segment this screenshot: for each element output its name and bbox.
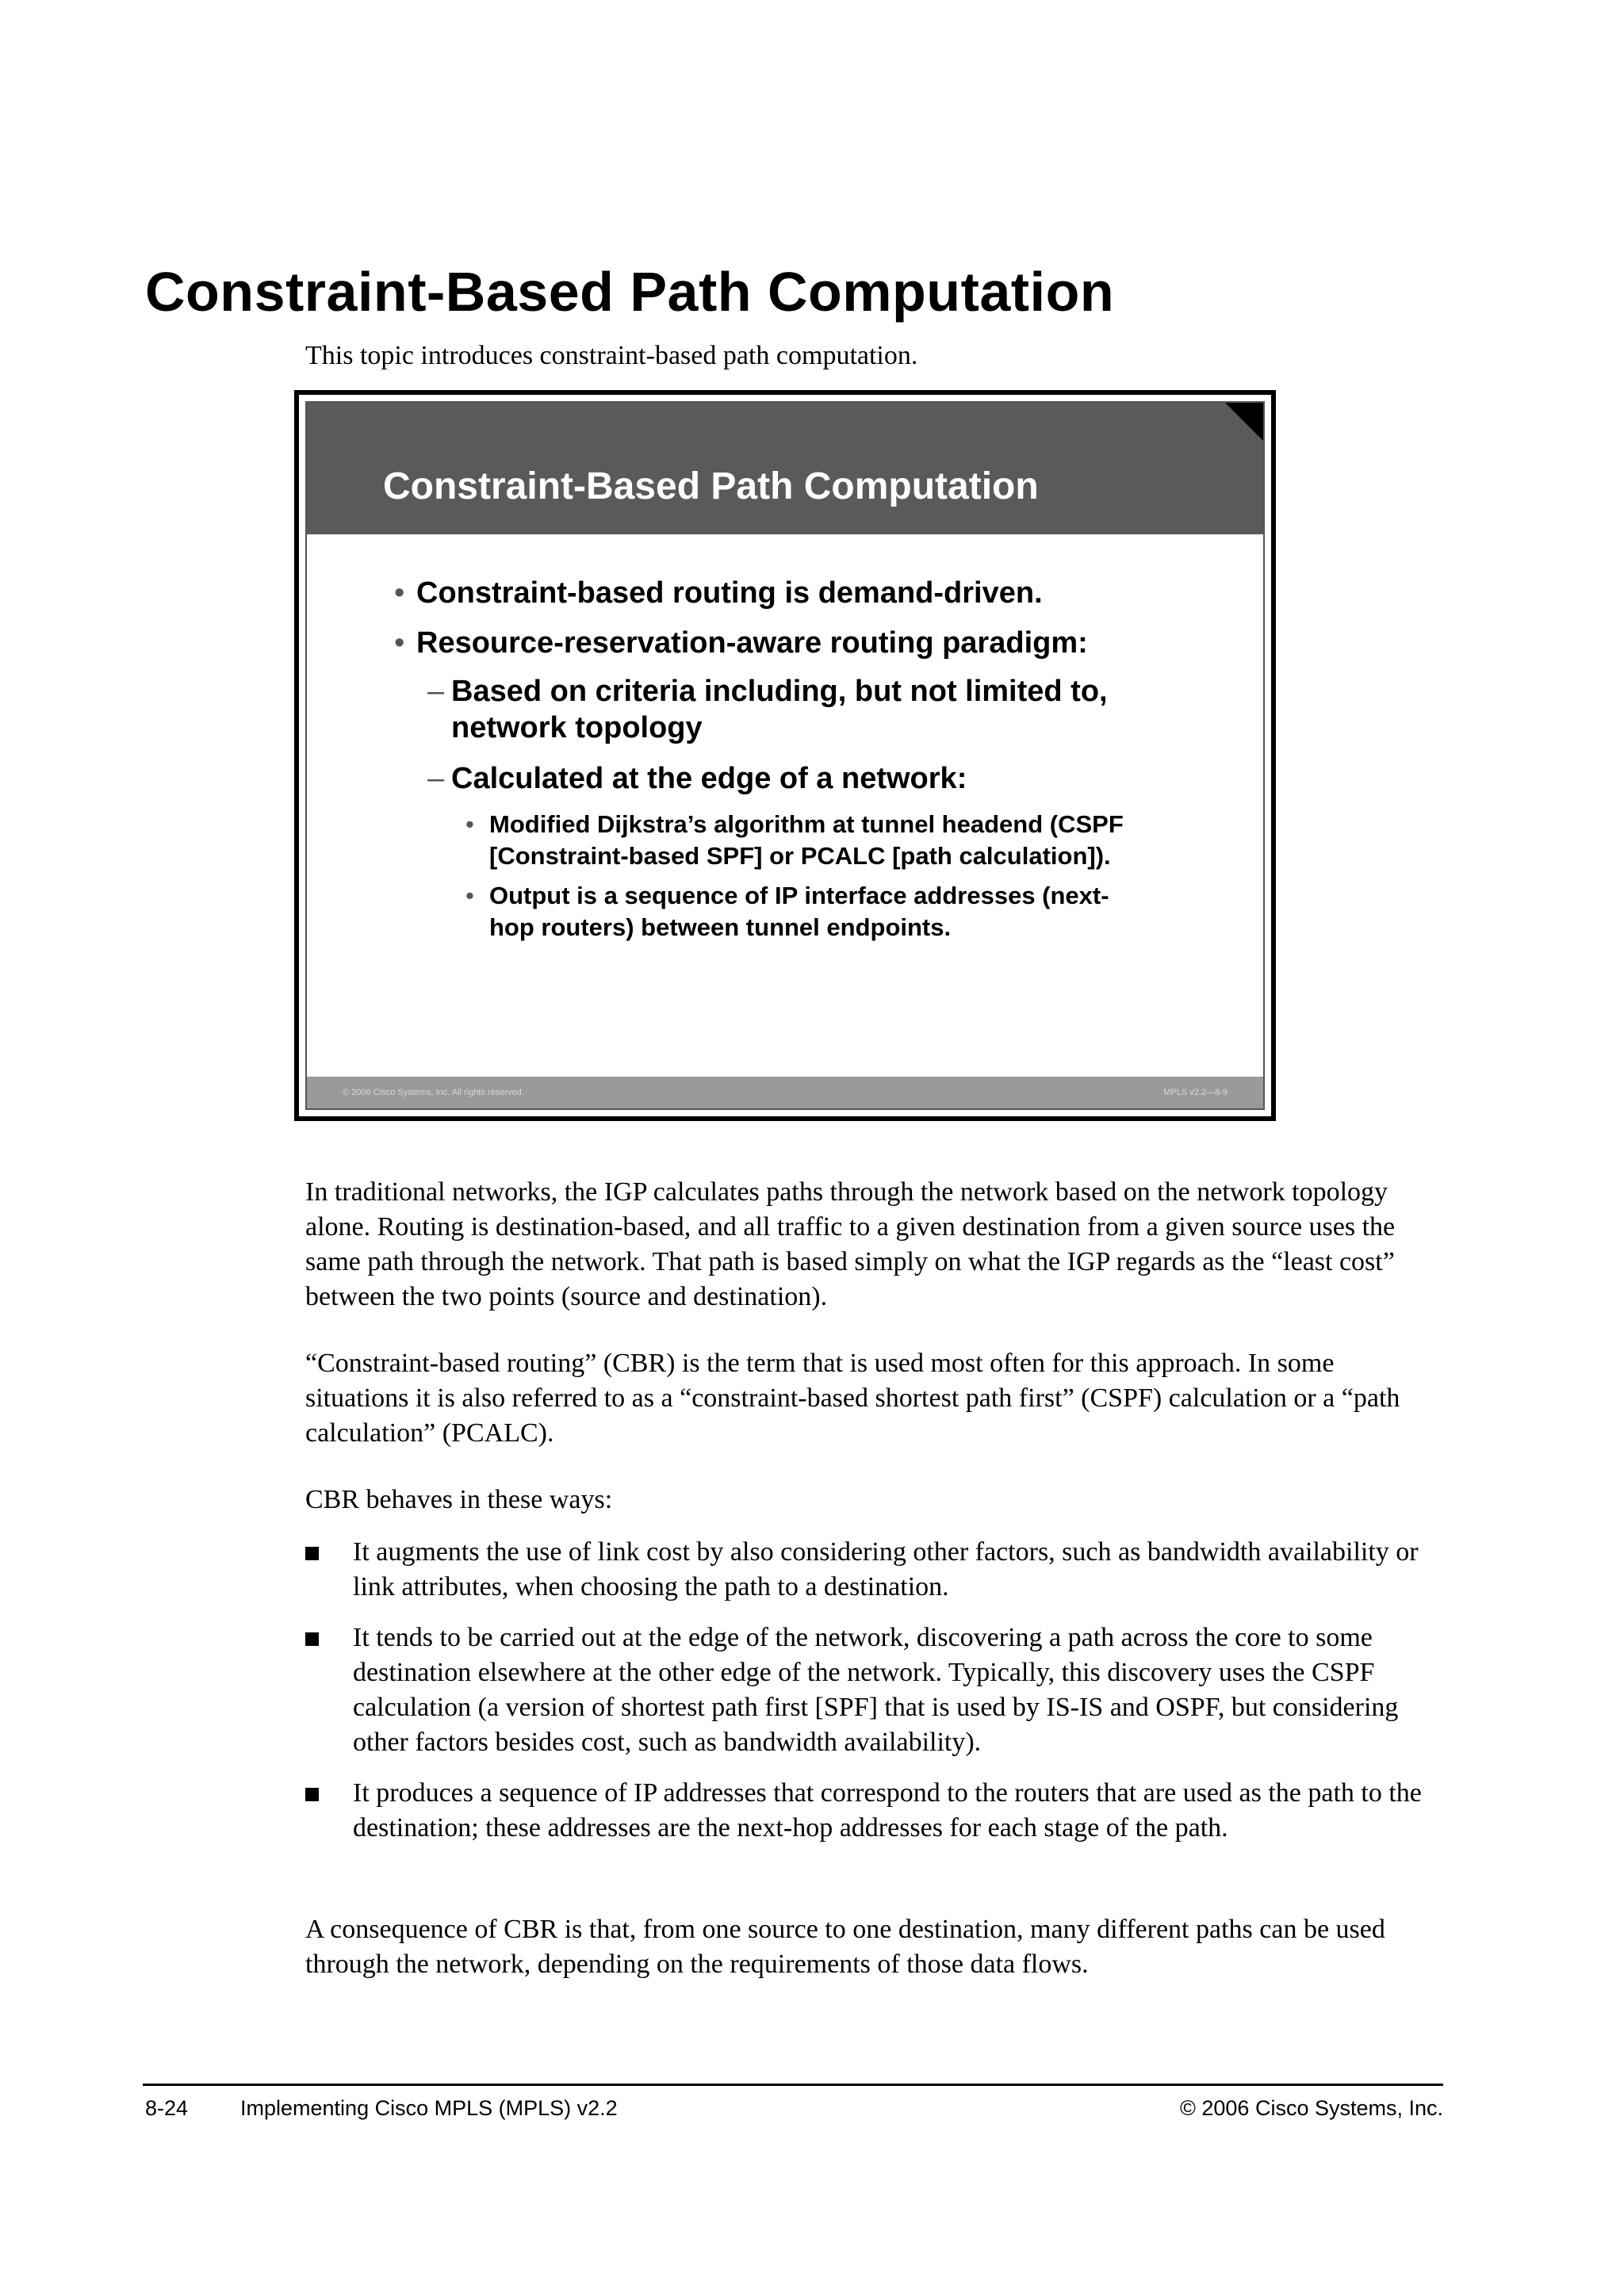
list-item-text: It tends to be carried out at the edge of the network, discovering a path across the core to some destination elsewhere at the other edge of the network. Typically, this discovery uses the CSPF calculation (a version of shortest path first [SPF] that is used by IS-IS and OSPF, but considering other factors besides cost, such as bandwidth availability). — [353, 1623, 1399, 1757]
slide-subsubbullet-text: [Constraint-based SPF] or PCALC [path calculation]). — [489, 842, 1111, 870]
square-bullet-icon — [305, 1632, 319, 1646]
body-paragraph: In traditional networks, the IGP calculates paths through the network based on the network topology alone. Routing is destination-based, and all traffic to a given destination from a given source uses the same path through the network. That path is based simply on what the IGP regards as the “least cost” between the two points (source and destination). — [305, 1177, 1396, 1311]
slide-bullet-text: Resource-reservation-aware routing paradigm: — [416, 626, 1088, 660]
slide-corner-decoration — [1225, 403, 1263, 441]
slide-subbullet-text: Calculated at the edge of a network: — [451, 762, 967, 795]
slide-subsubbullet-text: hop routers) between tunnel endpoints. — [489, 913, 952, 941]
footer-divider — [143, 2084, 1443, 2086]
intro-text: This topic introduces constraint-based path computation. — [305, 341, 918, 370]
slide-header — [307, 403, 1263, 534]
footer-copyright: © 2006 Cisco Systems, Inc. — [1179, 2096, 1443, 2120]
square-bullet-icon — [305, 1547, 319, 1560]
slide-number: MPLS v2.2—8-9 — [1163, 1088, 1228, 1097]
slide-frame — [294, 390, 1276, 1121]
square-bullet-icon — [305, 1788, 319, 1801]
slide-copyright: © 2006 Cisco Systems, Inc. All rights reserved. — [343, 1088, 524, 1097]
book-title: Implementing Cisco MPLS (MPLS) v2.2 — [240, 2096, 618, 2120]
slide-footer — [307, 1077, 1263, 1108]
page-title: Constraint-Based Path Computation — [145, 261, 1115, 323]
list-item-text: It produces a sequence of IP addresses that correspond to the routers that are used as the path to the destination; these addresses are the next-hop addresses for each stage of the path. — [353, 1778, 1422, 1843]
slide-subbullet-text: Based on criteria including, but not limited to, — [451, 675, 1108, 708]
slide-body: • Constraint-based routing is demand-driven. • Resource-reservation-aware routing paradigm: – Based on criteria including, but not limited to, network topology – Calculated at the edge of a network: • Modified Dijkstra’s algorithm at tunnel headend (CSPF [Constraint-based SPF] or PCALC [path calculation]). • Output is a sequence of IP interface addresses (next- hop routers) between tunnel endpoints. — [307, 534, 1263, 1077]
slide-subsubbullet-text: Output is a sequence of IP interface addresses (next- — [489, 882, 1109, 909]
slide-title: Constraint-Based Path Computation — [383, 465, 1039, 507]
slide-bullet-text: Constraint-based routing is demand-driven. — [416, 576, 1043, 610]
body-paragraph: CBR behaves in these ways: — [305, 1485, 613, 1514]
slide-subsubbullet-text: Modified Dijkstra’s algorithm at tunnel headend (CSPF — [489, 810, 1124, 838]
page-number: 8-24 — [145, 2096, 189, 2120]
body-paragraph: “Constraint-based routing” (CBR) is the term that is used most often for this approach. In some situations it is also referred to as a “constraint-based shortest path first” (CSPF) calculation or a “path calculation” (PCALC). — [305, 1349, 1400, 1448]
body-paragraph: A consequence of CBR is that, from one source to one destination, many different paths can be used through the network, depending on the requirements of those data flows. — [305, 1915, 1385, 1979]
slide-subbullet-text: network topology — [451, 711, 703, 744]
slide — [305, 401, 1265, 1110]
list-item-text: It augments the use of link cost by also considering other factors, such as bandwidth availability or link attributes, when choosing the path to a destination. — [353, 1537, 1419, 1601]
